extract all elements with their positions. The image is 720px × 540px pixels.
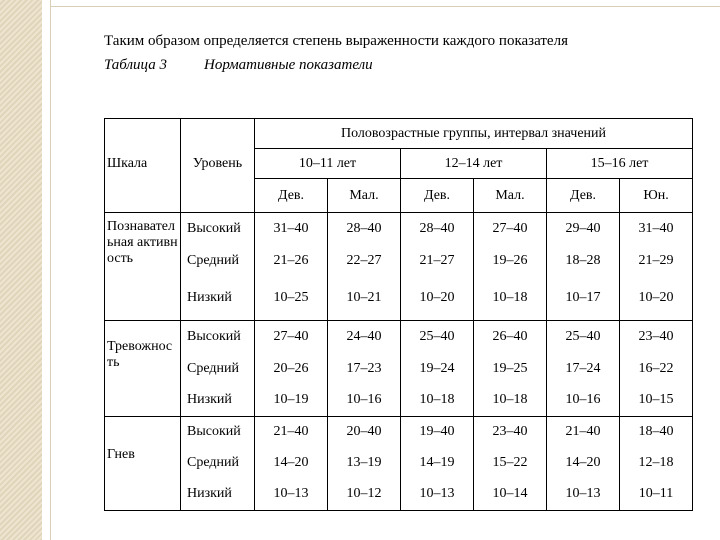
value-cell: 10–20 (401, 277, 474, 321)
value-cell: 31–40 (620, 213, 693, 245)
value-cell: 25–40 (401, 321, 474, 353)
value-cell: 21–40 (547, 417, 620, 448)
value-cell: 10–16 (547, 385, 620, 417)
scale-name: Тревожность (105, 321, 181, 417)
gender-header: Юн. (620, 179, 693, 213)
value-cell: 10–16 (328, 385, 401, 417)
value-cell: 17–23 (328, 353, 401, 385)
value-cell: 10–19 (255, 385, 328, 417)
value-cell: 10–13 (401, 479, 474, 511)
level-header-spacer (181, 119, 255, 149)
table-title: Нормативные показатели (204, 57, 373, 73)
age-group-header: 10–11 лет (255, 149, 401, 179)
value-cell: 24–40 (328, 321, 401, 353)
table-label: Таблица 3 (104, 57, 167, 73)
gender-header: Дев. (255, 179, 328, 213)
value-cell: 10–25 (255, 277, 328, 321)
value-cell: 14–20 (547, 448, 620, 479)
value-cell: 19–25 (474, 353, 547, 385)
value-cell: 25–40 (547, 321, 620, 353)
value-cell: 28–40 (328, 213, 401, 245)
value-cell: 27–40 (474, 213, 547, 245)
scale-column-header: Шкала (105, 149, 181, 179)
level-label: Средний (181, 245, 255, 277)
value-cell: 10–18 (401, 385, 474, 417)
scale-name: Гнев (105, 417, 181, 511)
gender-header: Мал. (328, 179, 401, 213)
value-cell: 16–22 (620, 353, 693, 385)
value-cell: 23–40 (474, 417, 547, 448)
value-cell: 19–40 (401, 417, 474, 448)
value-cell: 20–40 (328, 417, 401, 448)
value-cell: 17–24 (547, 353, 620, 385)
value-cell: 10–11 (620, 479, 693, 511)
value-cell: 21–27 (401, 245, 474, 277)
value-cell: 29–40 (547, 213, 620, 245)
level-label: Высокий (181, 417, 255, 448)
scale-header-spacer (105, 179, 181, 213)
value-cell: 28–40 (401, 213, 474, 245)
value-cell: 13–19 (328, 448, 401, 479)
value-cell: 14–20 (255, 448, 328, 479)
gender-header: Мал. (474, 179, 547, 213)
value-cell: 12–18 (620, 448, 693, 479)
value-cell: 23–40 (620, 321, 693, 353)
table-caption (104, 57, 373, 74)
value-cell: 15–22 (474, 448, 547, 479)
value-cell: 22–27 (328, 245, 401, 277)
value-cell: 27–40 (255, 321, 328, 353)
value-cell: 21–26 (255, 245, 328, 277)
value-cell: 10–20 (620, 277, 693, 321)
value-cell: 10–15 (620, 385, 693, 417)
value-cell: 10–17 (547, 277, 620, 321)
norms-table (104, 118, 693, 511)
gender-header: Дев. (547, 179, 620, 213)
value-cell: 21–29 (620, 245, 693, 277)
age-group-header: 12–14 лет (401, 149, 547, 179)
level-label: Низкий (181, 277, 255, 321)
decorative-sidebar (0, 0, 42, 540)
value-cell: 10–13 (547, 479, 620, 511)
frame-line-left (50, 0, 51, 540)
value-cell: 18–28 (547, 245, 620, 277)
age-group-header: 15–16 лет (547, 149, 693, 179)
value-cell: 31–40 (255, 213, 328, 245)
value-cell: 10–13 (255, 479, 328, 511)
group-header: Половозрастные группы, интервал значений (255, 119, 693, 149)
value-cell: 19–24 (401, 353, 474, 385)
value-cell: 21–40 (255, 417, 328, 448)
level-label: Средний (181, 448, 255, 479)
scale-name: Познавательная активность (105, 213, 181, 321)
level-label: Средний (181, 353, 255, 385)
level-label: Низкий (181, 385, 255, 417)
value-cell: 10–14 (474, 479, 547, 511)
level-label: Низкий (181, 479, 255, 511)
level-header-spacer (181, 179, 255, 213)
level-column-header: Уровень (181, 149, 255, 179)
gender-header: Дев. (401, 179, 474, 213)
level-label: Высокий (181, 213, 255, 245)
value-cell: 18–40 (620, 417, 693, 448)
value-cell: 26–40 (474, 321, 547, 353)
value-cell: 19–26 (474, 245, 547, 277)
value-cell: 10–18 (474, 385, 547, 417)
value-cell: 10–12 (328, 479, 401, 511)
heading-text: Таким образом определяется степень выраженности каждого показателя (104, 33, 568, 49)
scale-header-spacer (105, 119, 181, 149)
frame-line-top (50, 6, 720, 7)
value-cell: 14–19 (401, 448, 474, 479)
level-label: Высокий (181, 321, 255, 353)
value-cell: 20–26 (255, 353, 328, 385)
value-cell: 10–18 (474, 277, 547, 321)
value-cell: 10–21 (328, 277, 401, 321)
